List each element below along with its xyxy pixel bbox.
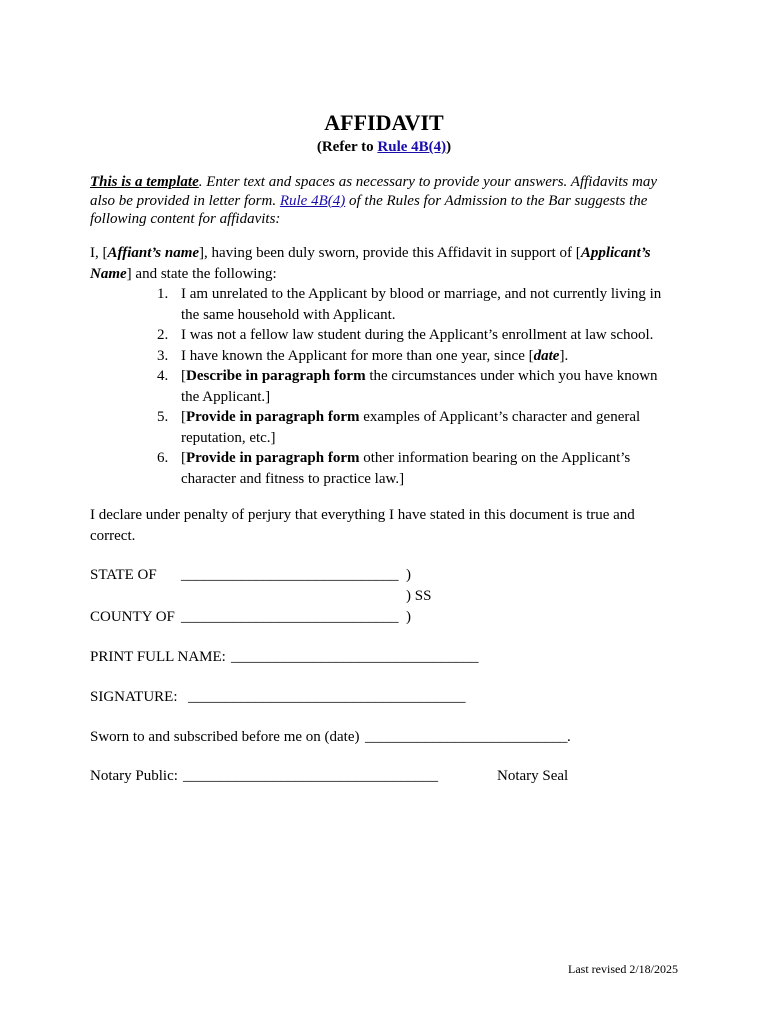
item-text-post: examples of Applicant’s character and general reputation, etc.] <box>181 409 641 446</box>
rule-link-intro[interactable]: Rule 4B(4) <box>279 192 346 209</box>
item-text-post: other information bearing on the Applicant’s character and fitness to practice law.] <box>181 450 631 487</box>
item-number: 4. <box>157 368 169 384</box>
subtitle-prefix: (Refer to <box>316 139 378 155</box>
signature-field[interactable]: _____________________________________ <box>188 689 466 705</box>
sworn-date-field[interactable]: ___________________________ <box>365 729 568 745</box>
sworn-period: . <box>567 729 571 745</box>
document-subtitle <box>0 139 768 156</box>
item-text-pre: I have known the Applicant for more than one year, since [ <box>181 347 534 364</box>
state-label: STATE OF <box>90 567 157 583</box>
notary-seal-label: Notary Seal <box>497 768 569 784</box>
intro-text-1: . Enter text and spaces as necessary to provide your answers. Affidavits may also be provided in letter form. <box>90 174 658 209</box>
document-title: AFFIDAVIT <box>324 110 444 135</box>
affiant-name-placeholder: Affiant’s name <box>107 245 200 261</box>
template-intro <box>90 173 680 229</box>
applicant-name-placeholder: Applicant’s Name <box>90 245 651 282</box>
statement-part-3: ] and state the following: <box>126 265 277 282</box>
item-text-pre: [ <box>181 450 186 466</box>
list-item <box>150 284 670 325</box>
item-text-pre: [ <box>181 368 186 384</box>
perjury-declaration: I declare under penalty of perjury that everything I have stated in this document is true and correct. <box>90 507 635 544</box>
item-text-pre: [ <box>181 409 186 425</box>
list-item <box>150 407 670 448</box>
item-text-post: the circumstances under which you have known the Applicant.] <box>181 368 658 405</box>
item-text: I am unrelated to the Applicant by blood or marriage, and not currently living in the same household with Applicant. <box>181 286 662 323</box>
statement-part-2: ], having been duly sworn, provide this Affidavit in support of [ <box>199 245 581 261</box>
state-field[interactable]: _____________________________ <box>181 567 399 583</box>
venue-paren-3: ) <box>406 609 411 625</box>
last-revised: Last revised 2/18/2025 <box>568 962 678 976</box>
county-field[interactable]: _____________________________ <box>181 609 399 625</box>
affiant-statement <box>90 243 680 284</box>
date-placeholder: date <box>533 347 560 364</box>
list-item <box>150 346 670 367</box>
item-number: 5. <box>157 409 169 425</box>
notary-field[interactable]: __________________________________ <box>183 768 438 784</box>
item-text-post: ]. <box>559 347 569 364</box>
item-instruction: Describe in paragraph form <box>186 368 366 384</box>
signature-label: SIGNATURE: <box>90 689 178 705</box>
item-number: 1. <box>157 286 169 302</box>
venue-ss: ) SS <box>406 588 432 604</box>
affidavit-items <box>150 284 670 489</box>
county-label: COUNTY OF <box>90 609 175 625</box>
item-instruction: Provide in paragraph form <box>186 450 360 466</box>
venue-paren-1: ) <box>406 567 411 583</box>
intro-text-2: of the Rules for Admission to the Bar suggests the following content for affidavits: <box>90 192 648 227</box>
print-name-label: PRINT FULL NAME: <box>90 649 226 665</box>
list-item <box>150 325 670 346</box>
item-number: 2. <box>157 327 169 343</box>
list-item <box>150 448 670 489</box>
subtitle-suffix: ) <box>446 139 452 155</box>
template-lead: This is a template <box>90 174 199 190</box>
statement-part-1: I, [ <box>90 245 108 261</box>
notary-label: Notary Public: <box>90 768 178 784</box>
item-text: I was not a fellow law student during the Applicant’s enrollment at law school. <box>181 327 654 343</box>
item-instruction: Provide in paragraph form <box>186 409 360 425</box>
rule-link-subtitle[interactable]: Rule 4B(4) <box>377 139 447 155</box>
item-number: 3. <box>157 347 169 364</box>
print-name-field[interactable]: _________________________________ <box>231 649 479 665</box>
list-item <box>150 366 670 407</box>
sworn-label: Sworn to and subscribed before me on (date) <box>90 729 360 745</box>
item-number: 6. <box>157 450 169 466</box>
